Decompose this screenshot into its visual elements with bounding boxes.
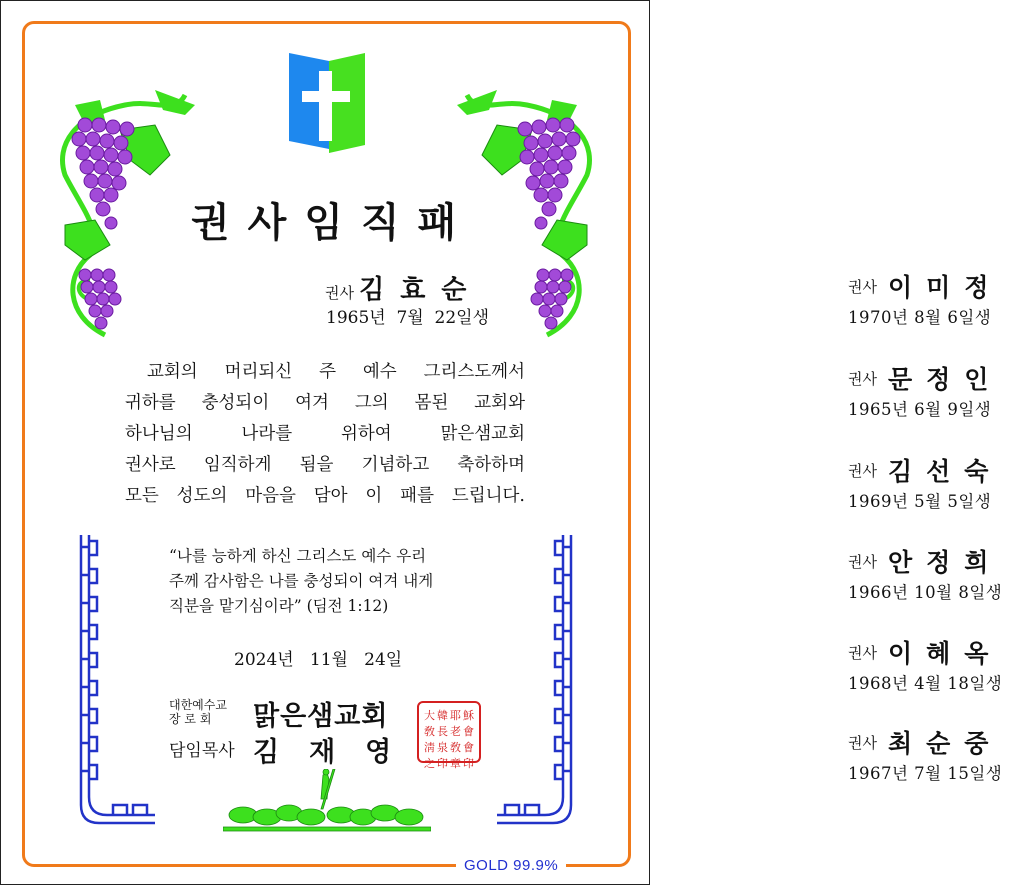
dedication-line: 하나님의 나라를 위하여 맑은샘교회 [125, 424, 525, 444]
greek-key-left-border [77, 535, 157, 829]
denomination [169, 698, 227, 726]
seal-char: 穌 [463, 709, 474, 722]
denomination-line: 장 로 회 [169, 712, 212, 726]
honoree-name: 김효순 [359, 275, 483, 305]
denomination-line: 대한예수교 [169, 698, 227, 712]
verse-line: “나를 능하게 하신 그리스도 예수 우리 [169, 547, 427, 565]
dedication-line: 교회의 머리되신 주 예수 그리스도께서 [147, 362, 525, 382]
verse-line: 주께 감사함은 나를 충성되이 여겨 내게 [169, 572, 434, 590]
seal-char: 敎 [450, 741, 461, 754]
seal-char: 會 [463, 741, 474, 754]
seal-char: 大 [424, 709, 435, 722]
grape-vine-left-icon [45, 85, 195, 345]
seal-char: 淸 [424, 741, 435, 754]
recipient-name: 김선숙 [888, 457, 1003, 486]
cross-window-logo-icon [289, 53, 367, 159]
recipient-birth: 1967년 7월 15일생 [848, 764, 1003, 783]
honoree-birth: 1965년 7월 22일생 [326, 308, 490, 328]
honoree-role: 권사 [325, 284, 354, 302]
recipient-role: 권사 [848, 644, 877, 662]
seal-char: 印 [437, 757, 448, 770]
honoree [325, 269, 482, 306]
church-name: 맑은샘교회 [253, 701, 389, 732]
dedication-line: 권사로 임직하게 됨을 기념하고 축하하며 [125, 455, 525, 475]
recipient-name: 최순중 [888, 729, 1003, 758]
recipient-role: 권사 [848, 553, 877, 571]
bible-verse [169, 544, 433, 619]
seal-char: 章 [450, 757, 461, 770]
recipient-birth: 1968년 4월 18일생 [848, 674, 1003, 693]
recipient-role: 권사 [848, 734, 877, 752]
presentation-date: 2024년 11월 24일 [234, 650, 403, 670]
seal-char: 之 [424, 757, 435, 770]
recipient-name: 안정희 [888, 548, 1003, 577]
seal-char: 泉 [437, 741, 448, 754]
recipient-role: 권사 [848, 462, 877, 480]
pastor-role: 담임목사 [169, 741, 235, 761]
seal-char: 老 [450, 725, 461, 738]
dedication-text [125, 357, 525, 512]
seal-char: 敎 [424, 725, 435, 738]
seal-char: 長 [437, 725, 448, 738]
plaque-title: 권사임직패 [191, 200, 475, 246]
verse-line: 직분을 맡기심이라” (딤전 1:12) [169, 597, 389, 615]
pastor-name: 김재영 [253, 737, 422, 768]
seal-char: 會 [463, 725, 474, 738]
seal-char: 韓 [437, 709, 448, 722]
greek-key-right-border [495, 535, 575, 829]
recipient-birth: 1969년 5월 5일생 [848, 492, 992, 511]
gold-label: GOLD 99.9% [456, 857, 566, 874]
seal-char: 耶 [450, 709, 461, 722]
recipient-name: 이혜옥 [888, 639, 1003, 668]
recipient-role: 권사 [848, 278, 877, 296]
recipient-birth: 1966년 10월 8일생 [848, 583, 1003, 602]
recipient-name: 이미정 [888, 273, 1003, 302]
recipient-birth: 1970년 8월 6일생 [848, 308, 992, 327]
dedication-line: 귀하를 충성되이 여겨 그의 몸된 교회와 [125, 393, 525, 413]
dedication-line: 모든 성도의 마음을 담아 이 패를 드립니다. [125, 486, 525, 506]
recipient-name: 문정인 [888, 365, 1003, 394]
seal-char: 印 [463, 757, 474, 770]
recipient-birth: 1965년 6월 9일생 [848, 400, 992, 419]
shepherd-flock-icon [223, 769, 431, 833]
church-seal-icon [417, 701, 481, 770]
recipient-role: 권사 [848, 370, 877, 388]
